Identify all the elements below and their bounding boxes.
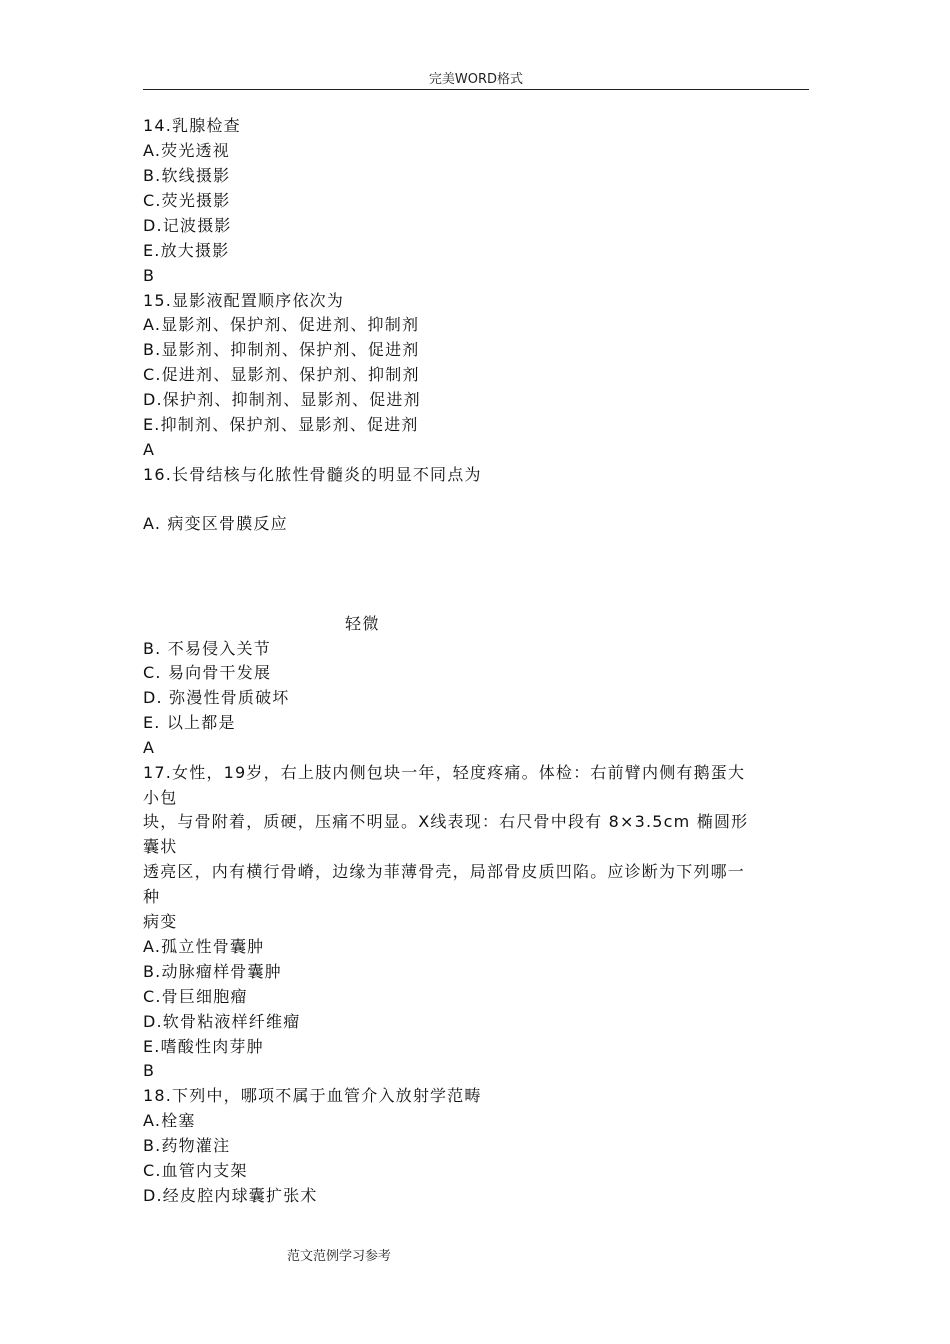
option-line: A.荧光透视 <box>143 141 230 160</box>
option-line: A.显影剂、保护剂、促进剂、抑制剂 <box>143 315 420 334</box>
answer-line: B <box>143 266 156 285</box>
option-line: B. 不易侵入关节 <box>143 639 271 658</box>
continuation-text: 轻微 <box>345 614 381 633</box>
option-line: C.血管内支架 <box>143 1161 248 1180</box>
answer-line: B <box>143 1061 156 1080</box>
option-line: C.骨巨细胞瘤 <box>143 987 248 1006</box>
question-text: 小包 <box>143 788 178 807</box>
question-18-title: 18.下列中，哪项不属于血管介入放射学范畴 <box>143 1086 482 1105</box>
answer-line: A <box>143 440 156 459</box>
question-text: 病变 <box>143 912 178 931</box>
option-line: E. 以上都是 <box>143 713 236 732</box>
question-17-title: 17.女性，19岁，右上肢内侧包块一年，轻度疼痛。体检：右前臂内侧有鹅蛋大 <box>143 763 746 782</box>
question-16-title: 16.长骨结核与化脓性骨髓炎的明显不同点为 <box>143 465 482 484</box>
option-line: D. 弥漫性骨质破坏 <box>143 688 290 707</box>
option-line: B.显影剂、抑制剂、保护剂、促进剂 <box>143 340 420 359</box>
question-14-title: 14.乳腺检查 <box>143 116 241 135</box>
option-line: D.保护剂、抑制剂、显影剂、促进剂 <box>143 390 421 409</box>
option-line: B.软线摄影 <box>143 166 231 185</box>
option-line: C. 易向骨干发展 <box>143 663 272 682</box>
page-footer: 范文范例学习参考 <box>287 1249 392 1264</box>
option-line: D.软骨粘液样纤维瘤 <box>143 1012 301 1031</box>
question-text: 种 <box>143 887 161 906</box>
option-line: B.动脉瘤样骨囊肿 <box>143 962 282 981</box>
page-header: 完美WORD格式 <box>143 70 809 90</box>
option-line: A.栓塞 <box>143 1111 196 1130</box>
answer-line: A <box>143 738 156 757</box>
option-line: A. 病变区骨膜反应 <box>143 514 288 533</box>
option-line: E.放大摄影 <box>143 241 230 260</box>
option-line: B.药物灌注 <box>143 1136 231 1155</box>
option-line: E.嗜酸性肉芽肿 <box>143 1037 264 1056</box>
option-line: A.孤立性骨囊肿 <box>143 937 265 956</box>
question-text: 块，与骨附着，质硬，压痛不明显。X线表现：右尺骨中段有 8×3.5cm 椭圆形 <box>143 812 749 831</box>
question-15-title: 15.显影液配置顺序依次为 <box>143 291 345 310</box>
question-text: 透亮区，内有横行骨嵴，边缘为菲薄骨壳，局部骨皮质凹陷。应诊断为下列哪一 <box>143 862 746 881</box>
option-line: E.抑制剂、保护剂、显影剂、促进剂 <box>143 415 419 434</box>
option-line: D.经皮腔内球囊扩张术 <box>143 1186 318 1205</box>
option-line: D.记波摄影 <box>143 216 232 235</box>
question-text: 囊状 <box>143 837 178 856</box>
option-line: C.荧光摄影 <box>143 191 231 210</box>
option-line: C.促进剂、显影剂、保护剂、抑制剂 <box>143 365 420 384</box>
